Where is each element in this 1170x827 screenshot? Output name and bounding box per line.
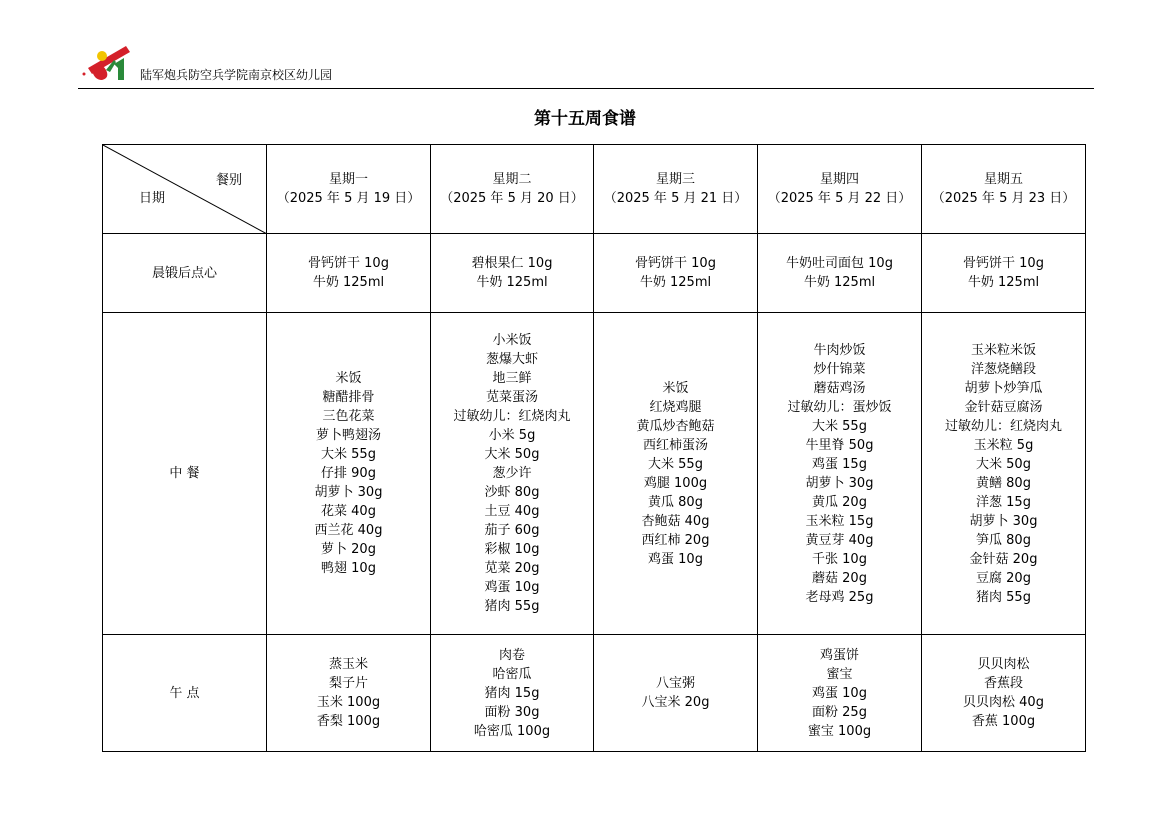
menu-item: 老母鸡 25g (805, 589, 874, 605)
menu-item: 苋菜 20g (484, 561, 540, 576)
menu-cell (758, 313, 922, 635)
kindergarten-logo-icon (80, 40, 138, 84)
menu-item: 黄鳝 80g (976, 475, 1031, 491)
menu-item: 鸡蛋 10g (484, 580, 540, 595)
menu-item: 西红柿蛋汤 (642, 437, 708, 453)
header-row (103, 145, 1086, 234)
day-name: 星期二 (492, 172, 532, 187)
day-date: （2025 年 5 月 23 日） (931, 191, 1076, 206)
menu-item: 玉米粒米饭 (970, 342, 1036, 358)
menu-item: 牛奶 125ml (967, 275, 1040, 290)
day-header (758, 145, 922, 234)
day-header (922, 145, 1086, 234)
menu-item: 黄瓜炒杏鲍菇 (636, 418, 715, 434)
menu-item: 面粉 30g (484, 704, 540, 720)
menu-item: 鸡腿 100g (643, 475, 708, 491)
menu-item: 哈密瓜 100g (473, 723, 551, 739)
menu-item: 猪肉 15g (484, 685, 540, 701)
menu-item: 蘑菇 20g (812, 570, 867, 586)
menu-item: 猪肉 55g (484, 599, 540, 614)
menu-item: 大米 55g (812, 418, 867, 434)
page-header (78, 38, 1094, 89)
menu-cell (758, 234, 922, 313)
menu-item: 鸡蛋 15g (812, 456, 867, 472)
day-name: 星期五 (983, 172, 1023, 187)
menu-item: 萝卜 20g (321, 542, 376, 557)
day-name: 星期三 (655, 172, 695, 187)
date-label: 日期 (139, 191, 166, 206)
menu-cell (758, 635, 922, 752)
menu-item: 蒸玉米 (328, 657, 368, 672)
menu-item: 香梨 100g (316, 714, 381, 729)
menu-item: 八宝粥 (655, 676, 695, 691)
menu-item: 洋葱烧鳝段 (970, 361, 1036, 377)
menu-cell (594, 313, 758, 635)
menu-item: 八宝米 20g (641, 695, 710, 710)
menu-item: 牛奶吐司面包 10g (786, 256, 893, 271)
menu-item: 香蕉 100g (971, 714, 1036, 729)
menu-cell (431, 635, 594, 752)
menu-item: 豆腐 20g (976, 570, 1031, 586)
menu-item: 面粉 25g (812, 704, 867, 720)
menu-cell (922, 234, 1086, 313)
menu-item: 大米 50g (484, 447, 540, 462)
corner-cell (103, 145, 267, 234)
day-name: 星期四 (819, 172, 859, 187)
meal-row (103, 313, 1086, 635)
menu-item: 过敏幼儿：红烧肉丸 (453, 409, 571, 424)
menu-item: 大米 50g (976, 456, 1031, 472)
menu-item: 沙虾 80g (484, 485, 540, 500)
menu-item: 糖醋排骨 (322, 390, 375, 405)
organization-name: 陆军炮兵防空兵学院南京校区幼儿园 (140, 68, 333, 82)
menu-item: 彩椒 10g (484, 542, 540, 557)
menu-item: 过敏幼儿：蛋炒饭 (787, 399, 892, 415)
menu-item: 蘑菇鸡汤 (813, 380, 866, 396)
menu-item: 玉米粒 5g (973, 437, 1034, 453)
meal-label-cell: 午 点 (103, 635, 267, 752)
menu-item: 金针菇 20g (969, 551, 1038, 567)
menu-cell (267, 635, 431, 752)
menu-item: 大米 55g (648, 456, 703, 472)
menu-item: 胡萝卜炒笋瓜 (964, 380, 1043, 396)
menu-cell (922, 635, 1086, 752)
menu-item: 小米饭 (492, 333, 532, 348)
menu-item: 西红柿 20g (641, 532, 710, 548)
menu-item: 苋菜蛋汤 (485, 390, 538, 405)
day-date: （2025 年 5 月 22 日） (767, 191, 912, 206)
menu-item: 骨钙饼干 10g (963, 256, 1044, 271)
menu-item: 千张 10g (812, 551, 867, 567)
menu-item: 鸡蛋 10g (648, 551, 703, 567)
page-title: 第十五周食谱 (534, 109, 636, 129)
menu-cell (922, 313, 1086, 635)
menu-item: 鸡蛋饼 (819, 647, 859, 663)
menu-item: 花菜 40g (321, 504, 376, 519)
menu-item: 大米 55g (321, 447, 376, 462)
menu-item: 过敏幼儿：红烧肉丸 (944, 418, 1062, 434)
menu-item: 鸭翅 10g (321, 561, 376, 576)
menu-item: 贝贝肉松 40g (963, 695, 1044, 710)
menu-item: 葱爆大虾 (485, 352, 538, 367)
day-date: （2025 年 5 月 19 日） (276, 191, 421, 206)
menu-cell (594, 234, 758, 313)
menu-item: 笋瓜 80g (976, 532, 1031, 548)
menu-item: 牛奶 125ml (312, 275, 385, 290)
menu-item: 米饭 (662, 380, 689, 396)
menu-item: 小米 5g (488, 428, 536, 443)
menu-item: 鸡蛋 10g (812, 685, 867, 701)
menu-cell (267, 234, 431, 313)
meal-row (103, 635, 1086, 752)
menu-item: 萝卜鸭翅汤 (315, 428, 381, 443)
menu-item: 骨钙饼干 10g (635, 256, 716, 271)
menu-item: 梨子片 (328, 676, 368, 691)
menu-item: 米饭 (335, 371, 362, 386)
meal-label-cell: 晨锻后点心 (103, 234, 267, 313)
menu-item: 玉米 100g (316, 695, 381, 710)
menu-item: 黄豆芽 40g (805, 532, 874, 548)
menu-cell (594, 635, 758, 752)
menu-item: 地三鲜 (492, 371, 532, 386)
day-header (594, 145, 758, 234)
menu-item: 葱少许 (492, 466, 532, 481)
day-header (267, 145, 431, 234)
menu-item: 土豆 40g (484, 504, 540, 519)
menu-item: 肉卷 (498, 647, 525, 663)
menu-item: 牛奶 125ml (639, 275, 712, 290)
menu-item: 西兰花 40g (314, 523, 383, 538)
menu-item: 蜜宝 (826, 666, 853, 682)
menu-cell (431, 234, 594, 313)
menu-item: 胡萝卜 30g (314, 485, 383, 500)
menu-cell (431, 313, 594, 635)
menu-item: 黄瓜 20g (812, 494, 867, 510)
meal-label-cell: 中 餐 (103, 313, 267, 635)
menu-item: 黄瓜 80g (648, 494, 703, 510)
diagonal-line (103, 145, 267, 234)
menu-item: 杏鲍菇 40g (641, 513, 710, 529)
menu-item: 贝贝肉松 (977, 657, 1030, 672)
meal-label: 餐别 (215, 173, 242, 188)
menu-item: 牛奶 125ml (476, 275, 548, 290)
weekly-menu-table (102, 144, 1086, 752)
menu-item: 洋葱 15g (976, 494, 1031, 510)
menu-item: 猪肉 55g (976, 589, 1031, 605)
menu-item: 牛肉炒饭 (813, 342, 866, 358)
day-date: （2025 年 5 月 21 日） (603, 191, 748, 206)
day-name: 星期一 (328, 172, 368, 187)
day-date: （2025 年 5 月 20 日） (440, 191, 584, 206)
menu-item: 三色花菜 (322, 409, 375, 424)
menu-item: 碧根果仁 10g (471, 256, 553, 271)
menu-item: 蜜宝 100g (807, 723, 872, 739)
menu-item: 炒什锦菜 (813, 361, 866, 377)
menu-cell (267, 313, 431, 635)
menu-item: 胡萝卜 30g (805, 475, 874, 491)
menu-item: 胡萝卜 30g (969, 513, 1038, 529)
day-header (431, 145, 594, 234)
menu-item: 香蕉段 (983, 676, 1023, 691)
menu-item: 金针菇豆腐汤 (964, 399, 1043, 415)
menu-item: 牛奶 125ml (803, 275, 876, 290)
menu-item: 哈密瓜 (492, 666, 532, 682)
menu-item: 骨钙饼干 10g (308, 256, 389, 271)
menu-item: 红烧鸡腿 (649, 399, 702, 415)
menu-item: 玉米粒 15g (805, 513, 874, 529)
menu-item: 茄子 60g (484, 523, 540, 538)
menu-item: 牛里脊 50g (805, 437, 874, 453)
meal-row (103, 234, 1086, 313)
menu-item: 仔排 90g (321, 466, 376, 481)
